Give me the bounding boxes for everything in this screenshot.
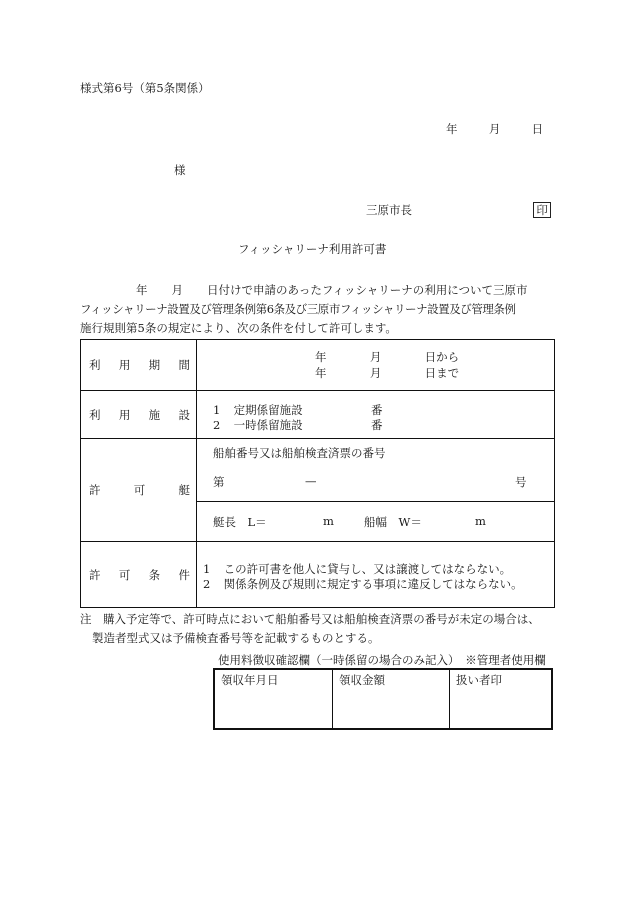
date-line (446, 121, 543, 137)
boat-number-prefix: 第 (213, 475, 225, 489)
note (80, 610, 560, 648)
facility-item-2 (213, 417, 303, 433)
document-title: フィッシャリーナ利用許可書 (238, 242, 387, 256)
boat-width-unit: m (475, 514, 486, 528)
label-char: 用 (118, 358, 131, 372)
period-from (315, 349, 459, 365)
row-boat (81, 438, 554, 541)
facility-values (197, 391, 554, 438)
facility-item-1 (213, 402, 303, 418)
note-line-1: 注 購入予定等で、許可時点において船舶番号又は船舶検査済票の番号が未定の場合は、 (80, 612, 540, 626)
body-paragraph (80, 281, 555, 338)
label-char: 利 (89, 358, 101, 372)
boat-number-cell (197, 439, 554, 501)
label-char: 許 (89, 567, 101, 582)
label-char: 艇 (178, 483, 190, 497)
label-char: 施 (148, 407, 161, 422)
boat-number-heading: 船舶番号又は船舶検査済票の番号 (213, 446, 386, 460)
body-line-1 (80, 281, 555, 300)
condition-text: この許可書を他人に貸与し、又は譲渡してはならない。 (223, 562, 512, 576)
facility-item-num: 1 (213, 403, 221, 417)
label-char: 可 (133, 483, 146, 497)
addressee-suffix: 様 (174, 163, 186, 177)
label-char: 間 (178, 358, 190, 372)
label-char: 可 (118, 567, 131, 582)
label-boat (81, 439, 197, 541)
label-char: 用 (118, 407, 131, 422)
conditions-values (197, 542, 554, 607)
receipt-col-seal: 扱い者印 (456, 673, 502, 687)
condition-text: 関係条例及び規則に規定する事項に違反してはならない。 (223, 577, 523, 591)
boat-width-label: 船幅 W＝ (364, 515, 422, 529)
row-conditions (81, 541, 554, 607)
facility-item-name: 定期係留施設 (233, 403, 303, 417)
receipt-col-date: 領収年月日 (215, 670, 333, 728)
label-char: 件 (178, 567, 190, 582)
facility-item-unit: 番 (371, 418, 383, 432)
label-char: 利 (89, 407, 101, 422)
period-values (197, 340, 554, 390)
receipt-table (213, 668, 553, 730)
receipt-col-amount: 領収金額 (333, 670, 450, 728)
facility-item-num: 2 (213, 418, 221, 432)
body-line-2: フィッシャリーナ設置及び管理条例第6条及び三原市フィッシャリーナ設置及び管理条例 (80, 302, 516, 316)
period-to-day: 日まで (424, 366, 460, 380)
condition-num: 2 (203, 577, 211, 591)
boat-length-unit: m (323, 514, 334, 528)
boat-values (197, 439, 554, 541)
label-char: 条 (148, 567, 161, 582)
condition-item-2 (203, 576, 523, 592)
period-from-day: 日から (424, 350, 460, 364)
body-month: 月 (171, 283, 183, 297)
body-line-1-text: 日付けで申請のあったフィッシャリーナの利用について三原市 (207, 283, 528, 297)
body-year: 年 (136, 283, 148, 297)
label-period (81, 340, 197, 390)
body-line-3: 施行規則第5条の規定により、次の条件を付して許可します。 (80, 321, 397, 335)
facility-item-name: 一時係留施設 (233, 418, 303, 432)
boat-number-suffix: 号 (515, 475, 527, 489)
date-month: 月 (488, 122, 501, 136)
period-to (315, 365, 459, 381)
boat-number-dash: — (305, 474, 317, 488)
label-char: 許 (89, 483, 101, 497)
period-from-month: 月 (369, 350, 382, 364)
facility-item-unit: 番 (371, 403, 383, 417)
issuer-line (366, 202, 551, 218)
date-day: 日 (531, 122, 544, 136)
period-to-year: 年 (315, 366, 327, 380)
row-facility (81, 390, 554, 438)
note-line-2: 製造者型式又は予備検査番号等を記載するものとする。 (92, 631, 380, 645)
row-period (81, 340, 554, 390)
seal-mark: 印 (533, 202, 551, 218)
boat-length-label: 艇長 L＝ (213, 515, 267, 529)
receipt-caption: 使用料徴収確認欄（一時係留の場合のみ記入） ※管理者使用欄 (218, 653, 546, 667)
label-facility (81, 391, 197, 438)
label-char: 設 (178, 407, 190, 422)
date-year: 年 (446, 122, 458, 136)
permit-table (80, 339, 555, 608)
label-char: 期 (148, 358, 161, 372)
issuer-title: 三原市長 (366, 203, 412, 217)
condition-item-1 (203, 561, 511, 577)
period-from-year: 年 (315, 350, 327, 364)
period-to-month: 月 (369, 366, 382, 380)
form-label: 様式第6号（第5条関係） (80, 81, 210, 95)
boat-size-cell (197, 501, 554, 541)
label-conditions (81, 542, 197, 607)
condition-num: 1 (203, 562, 211, 576)
